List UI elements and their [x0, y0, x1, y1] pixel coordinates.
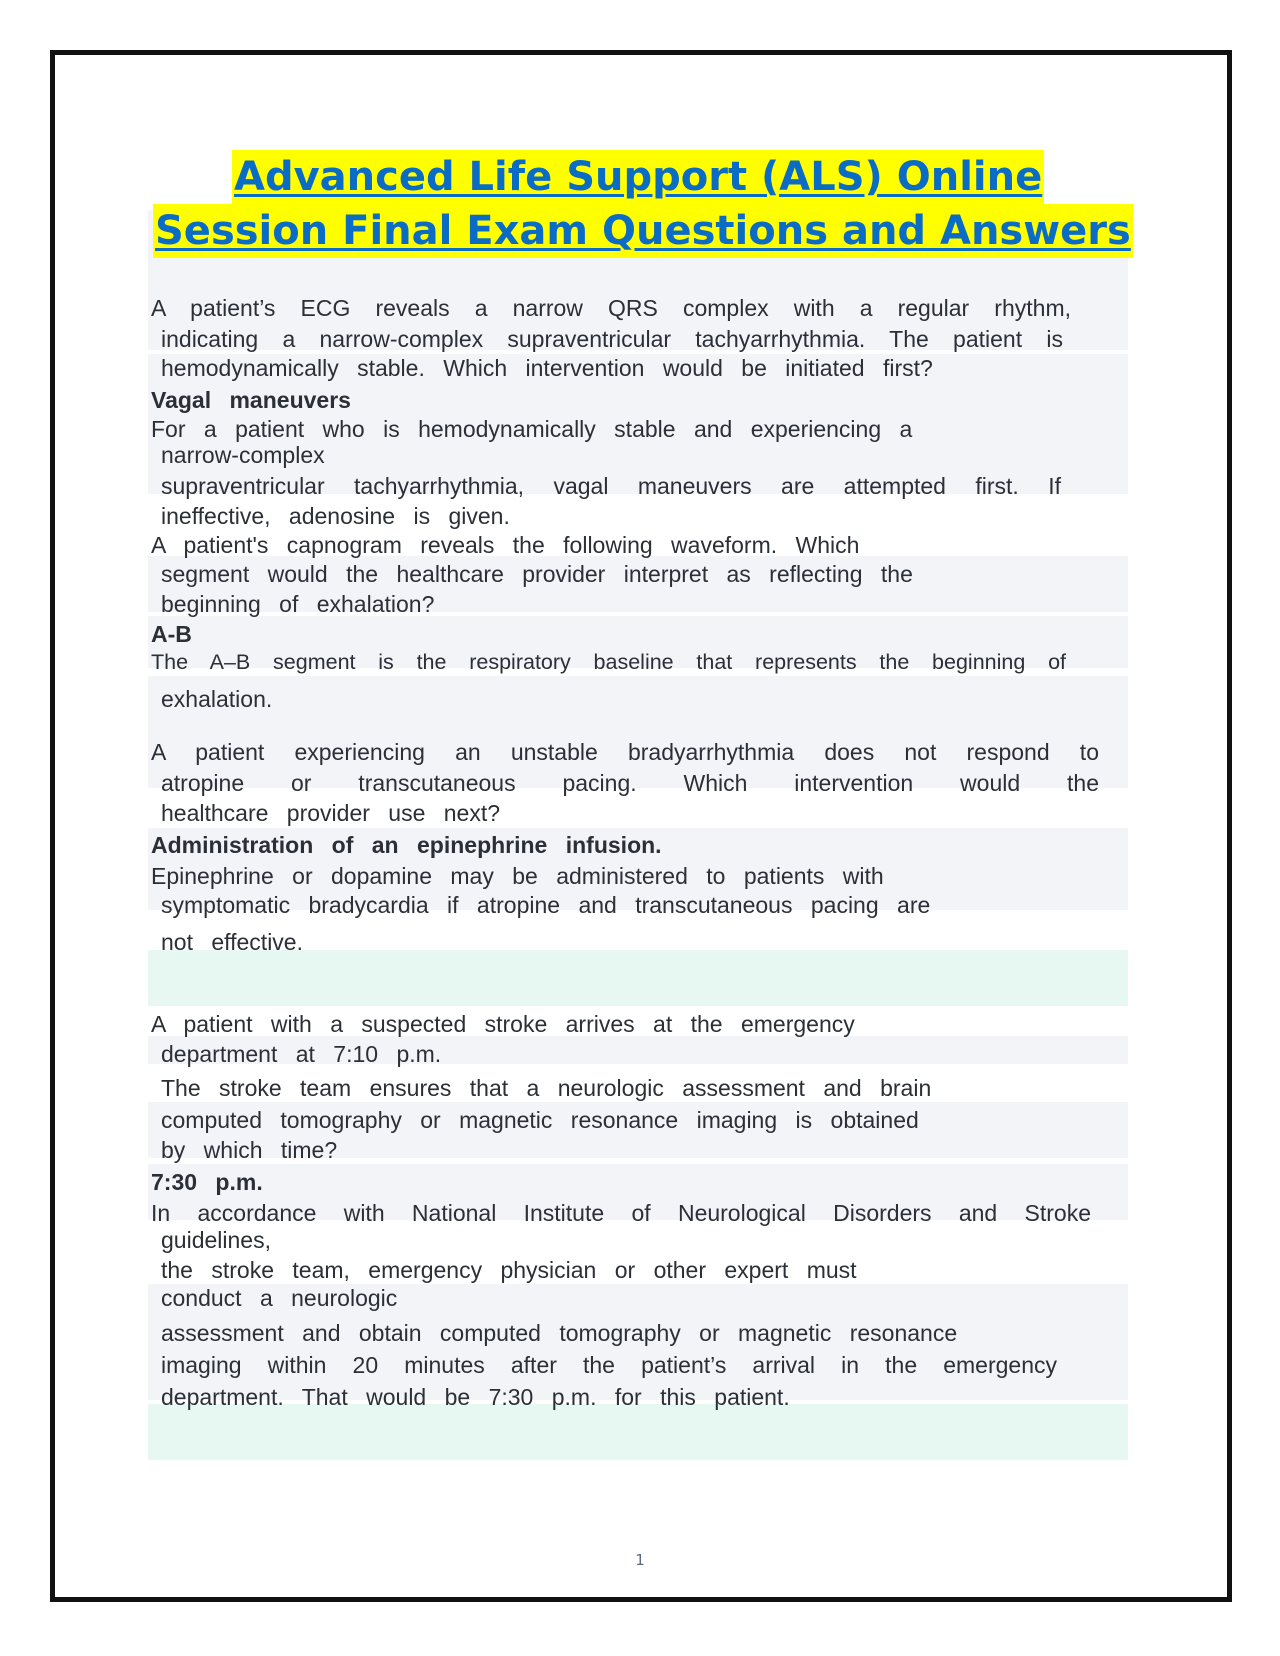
rationale-text: department. That would be 7:30 p.m. for this patient.: [161, 1384, 790, 1410]
rationale-text: guidelines,: [161, 1227, 271, 1253]
question-text: hemodynamically stable. Which intervention would be initiated first?: [161, 355, 933, 381]
question-text: by which time?: [161, 1137, 338, 1163]
question-text: segment would the healthcare provider interpret as reflecting the: [161, 561, 913, 587]
rationale-text: ineffective, adenosine is given.: [161, 503, 510, 529]
background-band: [148, 1404, 1128, 1460]
rationale-text: supraventricular tachyarrhythmia, vagal maneuvers are attempted first. If: [161, 473, 1061, 499]
question-text: A patient's capnogram reveals the following waveform. Which: [151, 532, 860, 558]
answer-text: A-B: [151, 621, 192, 647]
answer-text: Administration of an epinephrine infusion.: [151, 832, 662, 858]
question-text: computed tomography or magnetic resonance imaging is obtained: [161, 1107, 919, 1133]
question-text: The stroke team ensures that a neurologic assessment and brain: [161, 1075, 932, 1101]
question-text: A patient’s ECG reveals a narrow QRS complex with a regular rhythm,: [151, 295, 1071, 321]
rationale-text: imaging within 20 minutes after the patient’s arrival in the emergency: [161, 1352, 1057, 1378]
answer-text: Vagal maneuvers: [151, 387, 351, 413]
rationale-text: For a patient who is hemodynamically stable and experiencing a: [151, 416, 913, 442]
question-text: A patient experiencing an unstable bradyarrhythmia does not respond to: [151, 739, 1099, 765]
rationale-text: The A–B segment is the respiratory baseline that represents the beginning of: [151, 650, 1066, 674]
rationale-text: Epinephrine or dopamine may be administered to patients with: [151, 863, 884, 889]
rationale-text: conduct a neurologic: [161, 1285, 398, 1311]
rationale-text: the stroke team, emergency physician or other expert must: [161, 1257, 857, 1283]
question-text: indicating a narrow-complex supraventricular tachyarrhythmia. The patient is: [161, 326, 1063, 352]
rationale-text: not effective.: [161, 929, 303, 955]
rationale-text: assessment and obtain computed tomography or magnetic resonance: [161, 1320, 958, 1346]
title-line-1: Advanced Life Support (ALS) Online: [232, 150, 1044, 204]
title-line-2: Session Final Exam Questions and Answers: [153, 204, 1133, 258]
page-number: 1: [635, 1551, 645, 1569]
question-text: beginning of exhalation?: [161, 591, 435, 617]
question-text: atropine or transcutaneous pacing. Which intervention would the: [161, 770, 1099, 796]
answer-text: 7:30 p.m.: [151, 1169, 263, 1195]
question-text: department at 7:10 p.m.: [161, 1041, 442, 1067]
background-band: [148, 950, 1128, 1006]
rationale-text: narrow-complex: [161, 442, 325, 468]
rationale-text: In accordance with National Institute of Neurological Disorders and Stroke: [151, 1200, 1091, 1226]
rationale-text: symptomatic bradycardia if atropine and transcutaneous pacing are: [161, 892, 931, 918]
rationale-text: exhalation.: [161, 686, 273, 712]
question-text: healthcare provider use next?: [161, 800, 501, 826]
question-text: A patient with a suspected stroke arrives at the emergency: [151, 1011, 855, 1037]
